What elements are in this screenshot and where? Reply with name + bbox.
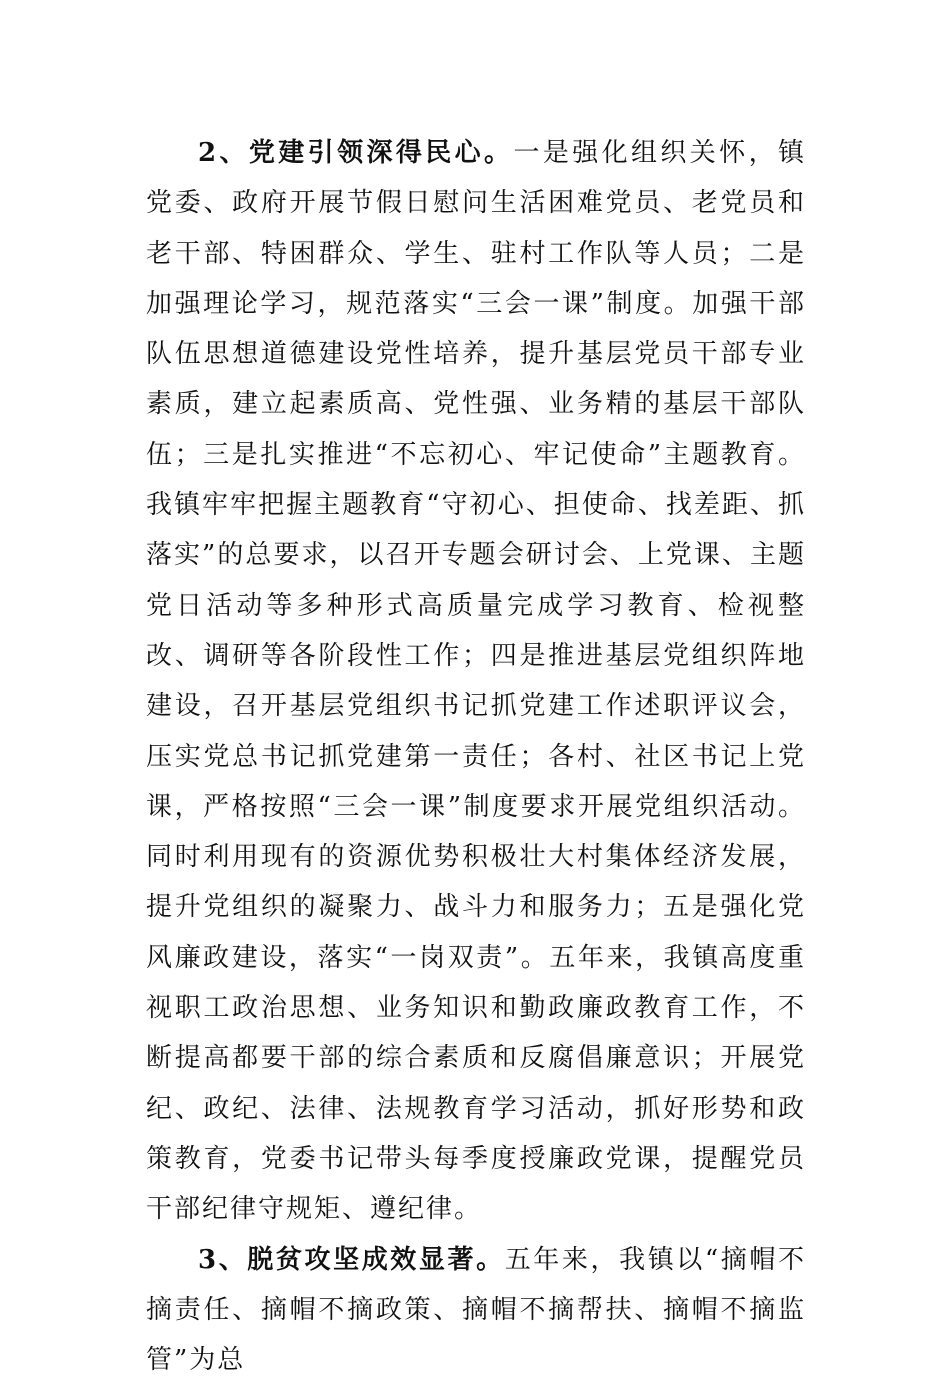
paragraph-heading: 2、党建引领深得民心。 xyxy=(198,138,514,168)
paragraph-heading: 3、脱贫攻坚成效显著。 xyxy=(198,1244,505,1275)
paragraph-text: 五年来，我镇以“摘帽不摘责任、摘帽不摘政策、摘帽不摘帮扶、摘帽不摘监管”为总 xyxy=(146,1244,807,1376)
paragraph-text: 一是强化组织关怀，镇党委、政府开展节假日慰问生活困难党员、老党员和老干部、特困群众、学生、驻村工作队等人员；二是加强理论学习，规范落实“三会一课”制度。加强干部队伍思想道德建设党性培养，提升基层党员干部专业素质，建立起素质高、党性强、业务精的基层干部队伍；三是扎实推进“不忘初心、牢记使命”主题教育。我镇牢牢把握主题教育“守初心、担使命、找差距、抓落实”的总要求，以召开专题会研讨会、上党课、主题党日活动等多种形式高质量完成学习教育、检视整改、调研等各阶段性工作；四是推进基层党组织阵地建设，召开基层党组织书记抓党建工作述职评议会，压实党总书记抓党建第一责任；各村、社区书记上党课，严格按照“三会一课”制度要求开展党组织活动。同时利用现有的资源优势积极壮大村集体经济发展，提升党组织的凝聚力、战斗力和服务力；五是强化党风廉政建设，落实“一岗双责”。五年来，我镇高度重视职工政治思想、业务知识和勤政廉政教育工作，不断提高都要干部的综合素质和反腐倡廉意识；开展党纪、政纪、法律、法规教育学习活动，抓好形势和政策教育，党委书记带头每季度授廉政党课，提醒党员干部纪律守规矩、遵纪律。 xyxy=(146,138,806,1225)
document-body xyxy=(146,128,806,1385)
paragraph-poverty-alleviation xyxy=(146,1235,806,1385)
paragraph-party-building xyxy=(146,128,806,1235)
